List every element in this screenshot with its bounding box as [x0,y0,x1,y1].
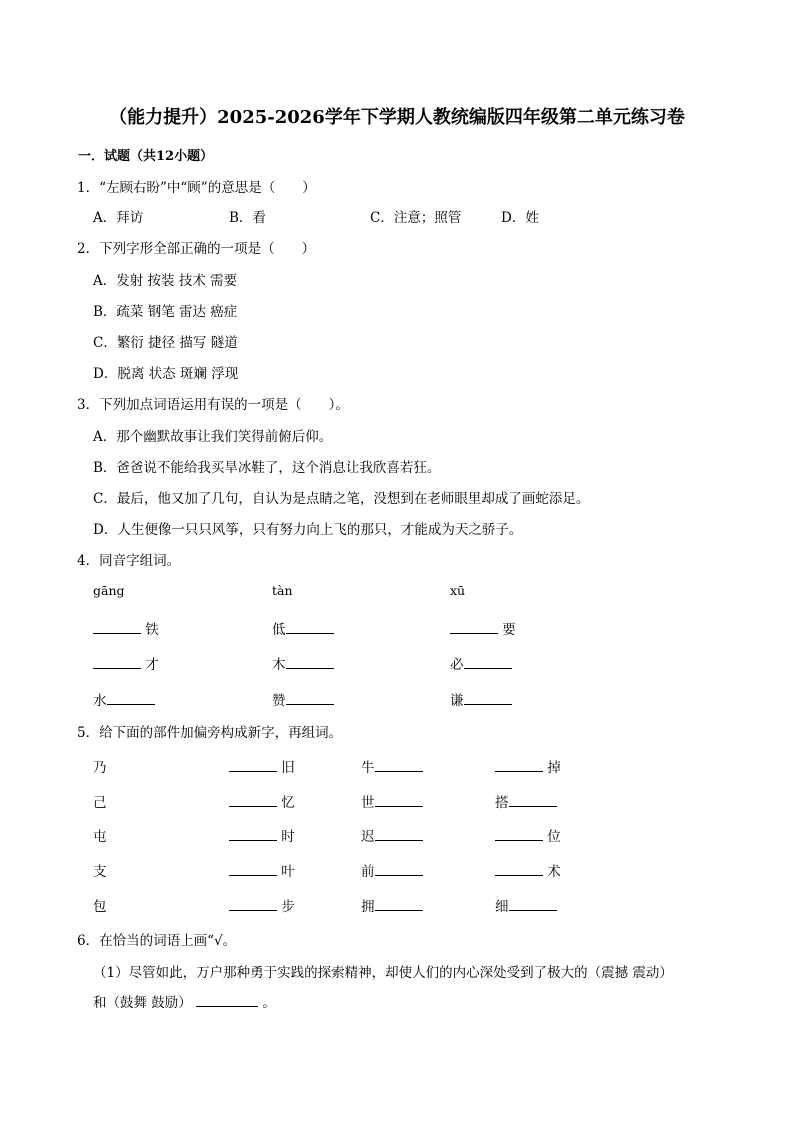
char-tie: 铁 [145,622,159,638]
component: 乃 [93,760,107,776]
question-1-option-a: A．拜访 [93,210,144,226]
q5-cell [361,756,423,776]
char-di: 低 [272,622,286,638]
char: 牛 [361,760,375,776]
q5-cell [495,756,561,776]
blank-row3-col3 [450,689,512,709]
question-1-stem: 1．“左顾右盼”中“顾”的意思是（ ） [77,180,316,196]
component: 屯 [93,829,107,845]
char: 拥 [361,899,375,915]
blank-row1-col2 [272,618,334,638]
char: 细 [495,899,509,915]
question-1-option-b: B．看 [229,210,266,226]
component: 己 [93,795,107,811]
answer-blank[interactable] [375,828,423,841]
char-zan: 赞 [272,693,286,709]
answer-blank[interactable] [229,794,277,807]
char: 术 [547,864,561,880]
char: 世 [361,795,375,811]
char-qian: 谦 [450,693,464,709]
q5-cell [495,825,561,845]
blank-row3-col2 [272,689,334,709]
answer-blank[interactable] [375,759,423,772]
blank-row2-col1 [93,653,159,673]
question-2-option-b: B．疏菜 钢笔 雷达 癌症 [93,304,238,320]
answer-blank[interactable] [495,828,543,841]
char: 前 [361,864,375,880]
question-3-option-a: A．那个幽默故事让我们笑得前俯后仰。 [93,429,333,445]
char: 位 [547,829,561,845]
question-2-option-d: D．脱离 状态 斑斓 浮现 [93,366,239,382]
answer-blank[interactable] [375,794,423,807]
q5-cell [495,860,561,880]
answer-blank[interactable] [375,898,423,911]
question-3-option-c: C．最后，他又加了几句，自认为是点睛之笔，没想到在老师眼里却成了画蛇添足。 [93,491,590,507]
char: 掉 [547,760,561,776]
q5-cell [495,895,557,915]
q5-cell [229,860,295,880]
answer-blank[interactable] [229,898,277,911]
answer-blank[interactable] [464,656,512,669]
q5-cell [361,791,423,811]
q5-cell [361,860,423,880]
answer-blank[interactable] [93,656,141,669]
q5-cell [229,825,295,845]
char-yao: 要 [502,622,516,638]
q5-cell [361,825,423,845]
answer-blank[interactable] [229,828,277,841]
answer-blank[interactable] [286,621,334,634]
question-1-option-d: D．姓 [501,210,539,226]
answer-blank[interactable] [196,994,258,1007]
question-1-option-c: C．注意；照管 [370,210,462,226]
answer-blank[interactable] [375,863,423,876]
question-3-option-b: B．爸爸说不能给我买旱冰鞋了，这个消息让我欣喜若狂。 [93,460,441,476]
answer-blank[interactable] [450,621,498,634]
q5-cell [495,791,557,811]
answer-blank[interactable] [509,794,557,807]
question-2-option-a: A．发射 按装 技术 需要 [93,273,238,289]
q6-period: 。 [262,995,276,1011]
question-5-stem: 5．给下面的部件加偏旁构成新字，再组词。 [77,725,343,741]
question-6-line-2 [93,991,276,1011]
answer-blank[interactable] [509,898,557,911]
component: 包 [93,899,107,915]
blank-row2-col3 [450,653,512,673]
question-3-stem: 3．下列加点词语运用有误的一项是（ ）。 [77,397,349,413]
question-2-option-c: C．繁衍 捷径 描写 隧道 [93,335,238,351]
answer-blank[interactable] [495,863,543,876]
q5-cell [361,895,423,915]
char-mu: 木 [272,657,286,673]
answer-blank[interactable] [464,692,512,705]
char: 忆 [281,795,295,811]
question-6-line-1: （1）尽管如此，万户那种勇于实践的探索精神，却使人们的内心深处受到了极大的（震撼 震动） [93,965,673,981]
char: 迟 [361,829,375,845]
pinyin-xu: xū [450,583,466,598]
blank-row3-col1 [93,689,155,709]
char-cai: 才 [145,657,159,673]
answer-blank[interactable] [229,863,277,876]
q5-cell [229,895,295,915]
blank-row1-col3 [450,618,516,638]
pinyin-gang: gāng [93,583,125,598]
question-2-stem: 2．下列字形全部正确的一项是（ ） [77,241,316,257]
char: 搭 [495,795,509,811]
char: 旧 [281,760,295,776]
char: 步 [281,899,295,915]
answer-blank[interactable] [286,656,334,669]
answer-blank[interactable] [93,621,141,634]
char: 时 [281,829,295,845]
q5-cell [229,791,295,811]
blank-row2-col2 [272,653,334,673]
component: 支 [93,864,107,880]
char: 叶 [281,864,295,880]
q6-text: 和（鼓舞 鼓励） [93,995,192,1011]
question-4-stem: 4．同音字组词。 [77,553,181,569]
answer-blank[interactable] [229,759,277,772]
char-shui: 水 [93,693,107,709]
answer-blank[interactable] [107,692,155,705]
question-3-option-d: D．人生便像一只只风筝，只有努力向上飞的那只，才能成为天之骄子。 [93,522,523,538]
page-title: （能力提升）2025-2026学年下学期人教统编版四年级第二单元练习卷 [109,107,685,128]
char-bi: 必 [450,657,464,673]
q5-cell [229,756,295,776]
answer-blank[interactable] [495,759,543,772]
pinyin-tan: tàn [272,583,293,598]
answer-blank[interactable] [286,692,334,705]
blank-row1-col1 [93,618,159,638]
question-6-stem: 6．在恰当的词语上画“√。 [77,933,237,949]
section-heading: 一．试题（共12小题） [78,149,214,164]
